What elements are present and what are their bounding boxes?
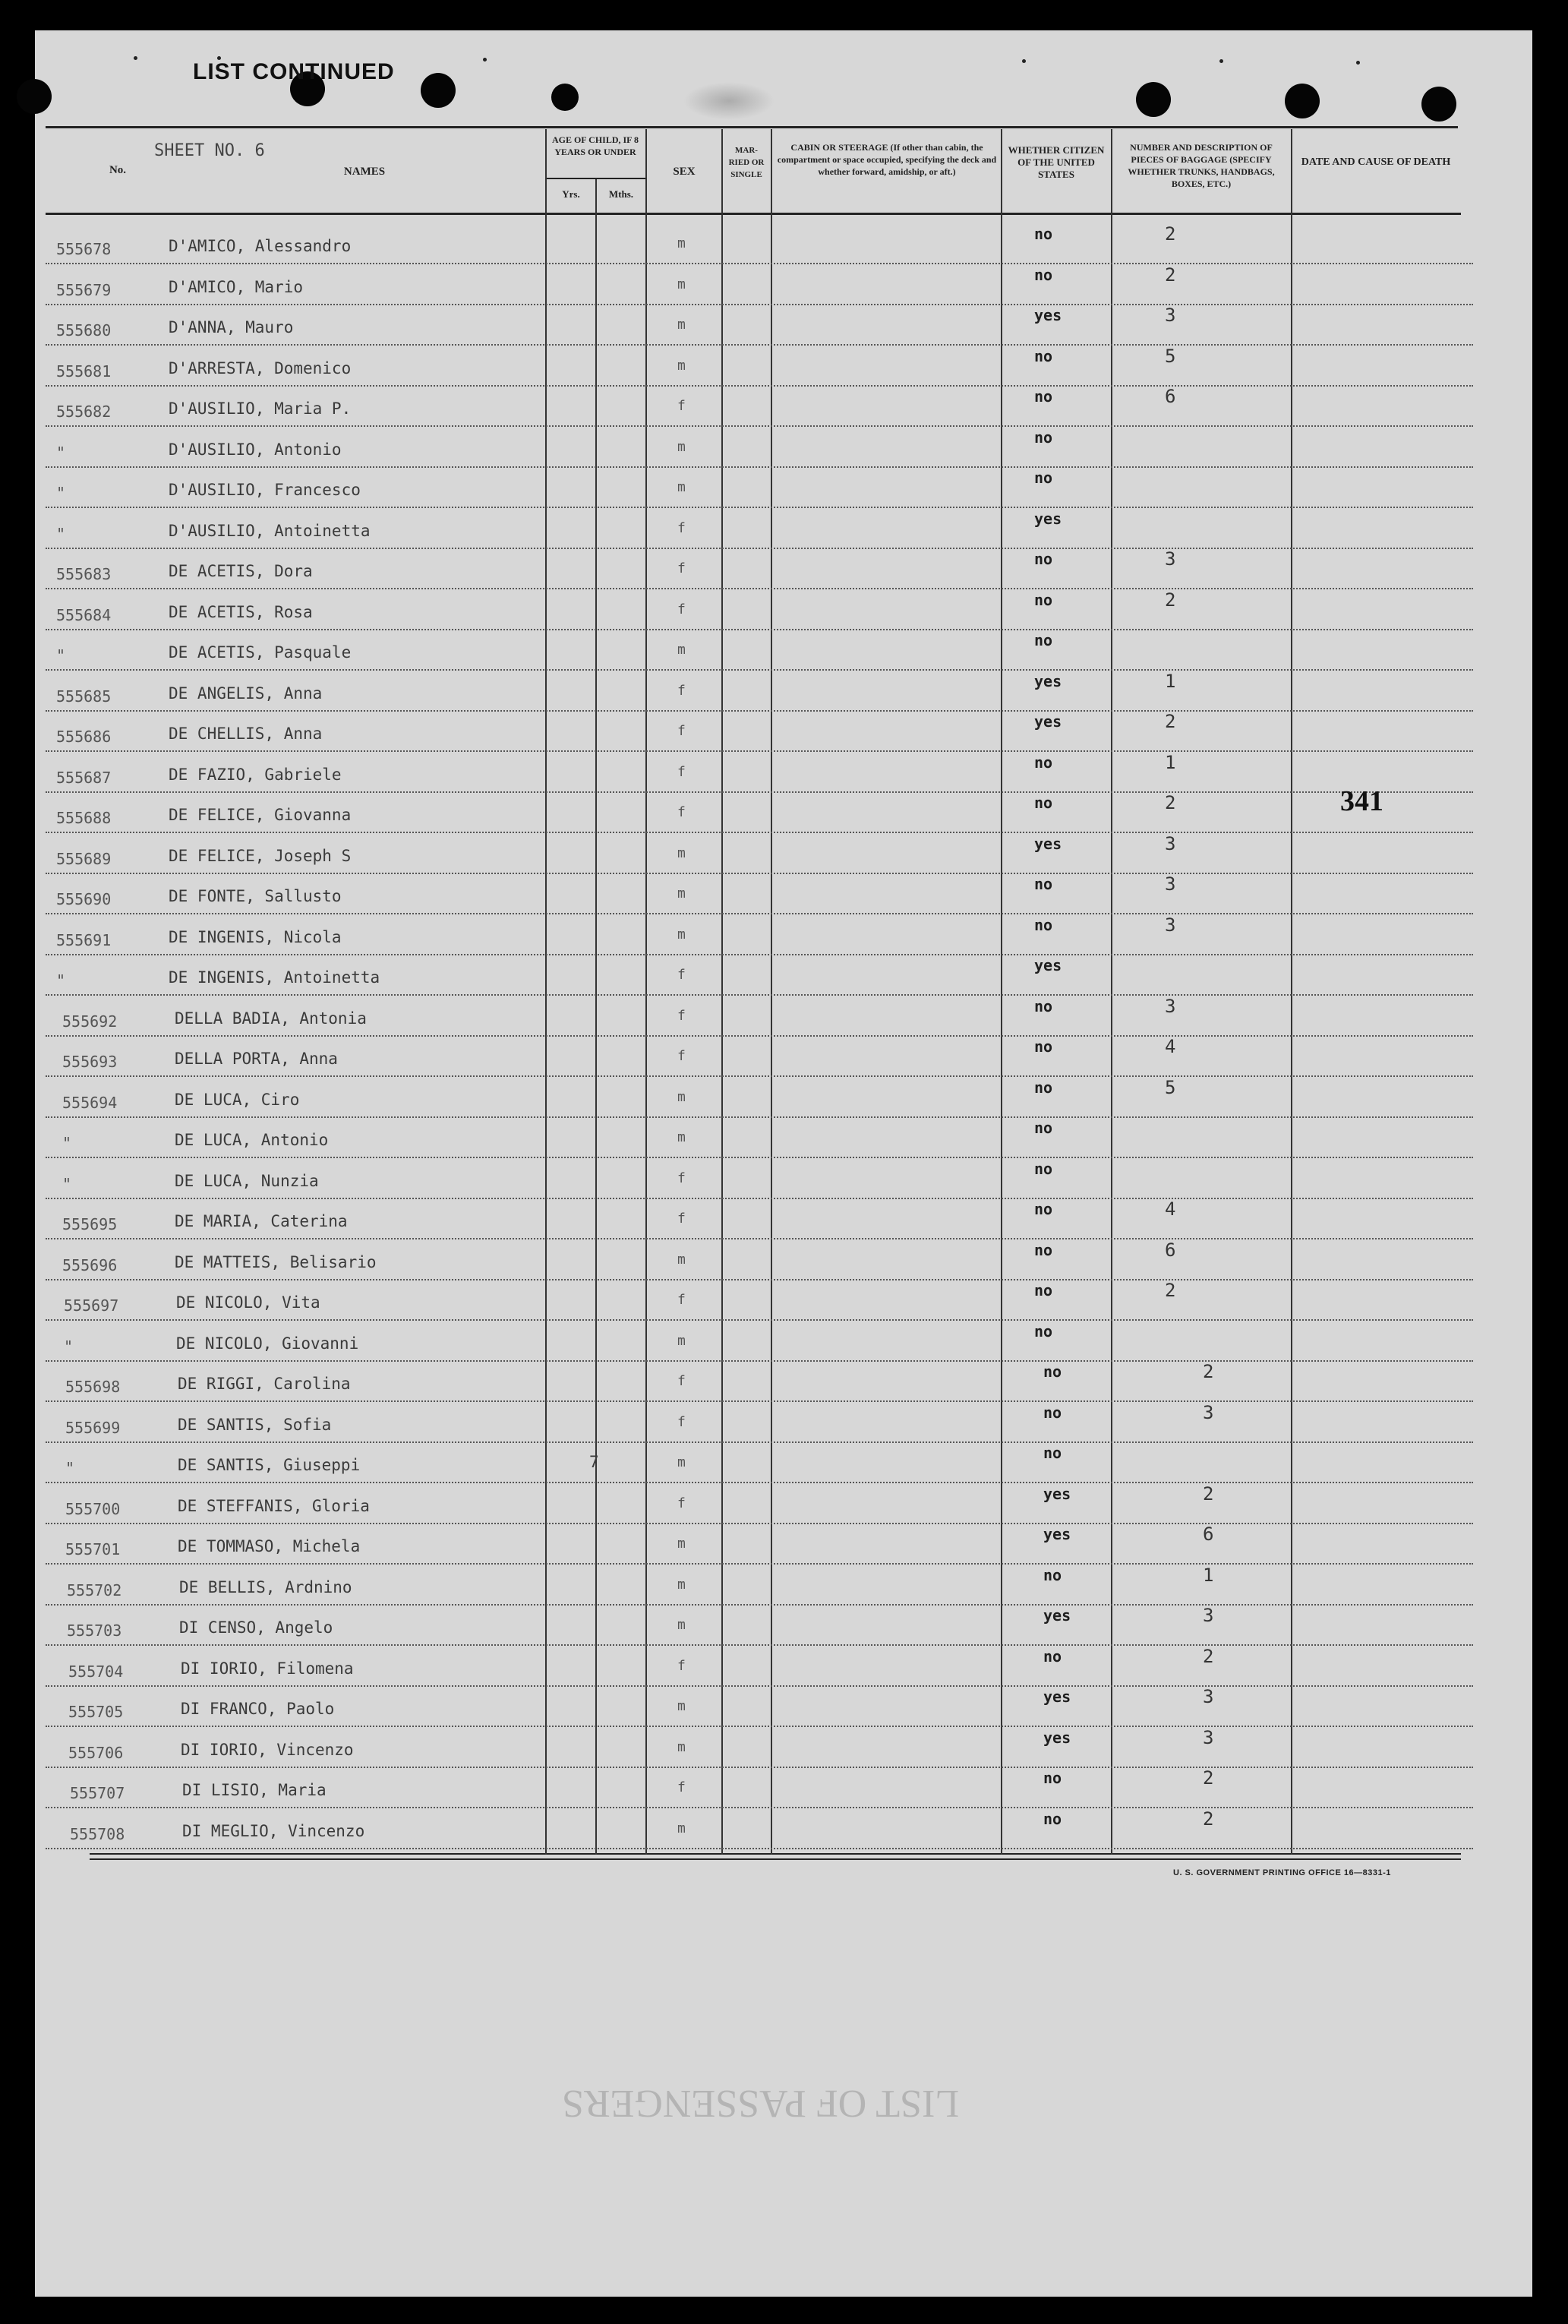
passenger-number: 555679 xyxy=(56,281,112,299)
baggage-count: 4 xyxy=(1165,1036,1176,1057)
passenger-sex: f xyxy=(677,520,686,536)
row-rule xyxy=(46,1238,1473,1239)
passenger-number: 555686 xyxy=(56,728,112,746)
citizen-flag: yes xyxy=(1043,1606,1071,1625)
passenger-sex: f xyxy=(677,967,686,983)
row-rule xyxy=(46,1319,1473,1321)
passenger-number: 555707 xyxy=(70,1784,125,1802)
col-header-yrs: Yrs. xyxy=(562,188,580,200)
passenger-number: " xyxy=(56,525,66,543)
citizen-flag: no xyxy=(1034,1241,1053,1259)
row-rule xyxy=(46,832,1473,833)
baggage-count: 3 xyxy=(1165,914,1176,936)
baggage-count: 3 xyxy=(1203,1727,1214,1748)
passenger-number: 555680 xyxy=(56,321,112,339)
citizen-flag: no xyxy=(1034,1200,1053,1218)
citizen-flag: no xyxy=(1034,1078,1053,1097)
row-rule xyxy=(46,588,1473,589)
passenger-name: DI IORIO, Filomena xyxy=(181,1659,354,1678)
passenger-name: DE MARIA, Caterina xyxy=(175,1212,348,1230)
passenger-number: " xyxy=(62,1134,72,1152)
passenger-sex: m xyxy=(677,439,686,455)
baggage-count: 2 xyxy=(1165,792,1176,813)
row-rule xyxy=(46,750,1473,752)
passenger-sex: m xyxy=(677,1698,686,1714)
citizen-flag: no xyxy=(1034,266,1053,284)
passenger-sex: m xyxy=(677,1089,686,1105)
baggage-count: 2 xyxy=(1203,1646,1214,1667)
passenger-sex: f xyxy=(677,764,686,780)
col-rule xyxy=(1291,129,1292,1855)
passenger-number: " xyxy=(64,1337,74,1356)
citizen-flag: no xyxy=(1034,1281,1053,1299)
col-header-married: MAR- RIED OR SINGLE xyxy=(728,146,765,179)
citizen-flag: no xyxy=(1034,794,1053,812)
passenger-name: DE SANTIS, Giuseppi xyxy=(178,1456,361,1474)
row-rule xyxy=(46,1441,1473,1443)
citizen-flag: no xyxy=(1034,1119,1053,1137)
row-rule xyxy=(46,913,1473,914)
passenger-number: 555708 xyxy=(70,1825,125,1843)
citizen-flag: no xyxy=(1034,1322,1053,1340)
passenger-name: DE FELICE, Giovanna xyxy=(169,806,352,824)
passenger-name: DI CENSO, Angelo xyxy=(179,1618,333,1637)
baggage-count: 5 xyxy=(1165,1077,1176,1098)
passenger-name: DE ACETIS, Rosa xyxy=(169,603,313,621)
passenger-sex: m xyxy=(677,845,686,861)
row-rule xyxy=(46,263,1473,264)
row-rule xyxy=(46,1400,1473,1402)
header-bottom-rule xyxy=(46,213,1461,215)
baggage-count: 1 xyxy=(1165,671,1176,692)
passenger-number: 555698 xyxy=(65,1378,121,1396)
passenger-name: D'AMICO, Alessandro xyxy=(169,237,352,255)
citizen-flag: no xyxy=(1043,1363,1062,1381)
col-header-no: No. xyxy=(109,164,127,176)
passenger-sex: f xyxy=(677,1373,686,1389)
passenger-number: 555701 xyxy=(65,1540,121,1558)
row-rule xyxy=(46,466,1473,468)
baggage-count: 2 xyxy=(1165,711,1176,732)
passenger-sex: f xyxy=(677,1170,686,1186)
citizen-flag: yes xyxy=(1034,956,1062,974)
passenger-name: D'AUSILIO, Antonio xyxy=(169,440,342,459)
passenger-number: 555693 xyxy=(62,1053,118,1071)
citizen-flag: no xyxy=(1043,1769,1062,1787)
col-header-mths: Mths. xyxy=(608,188,634,200)
passenger-name: DE ANGELIS, Anna xyxy=(169,684,323,703)
perforation-dot xyxy=(134,56,137,60)
citizen-flag: no xyxy=(1043,1647,1062,1666)
row-rule xyxy=(46,994,1473,996)
passenger-number: 555683 xyxy=(56,565,112,583)
perforation-dot xyxy=(1219,59,1223,63)
baggage-count: 3 xyxy=(1165,873,1176,895)
baggage-count: 2 xyxy=(1165,223,1176,245)
passenger-sex: f xyxy=(677,602,686,617)
passenger-name: DE FAZIO, Gabriele xyxy=(169,766,342,784)
perforation-dot xyxy=(483,58,487,62)
citizen-flag: no xyxy=(1043,1444,1062,1462)
baggage-count: 3 xyxy=(1165,833,1176,854)
passenger-number: " xyxy=(62,1175,72,1193)
citizen-flag: no xyxy=(1034,550,1053,568)
passenger-name: DE INGENIS, Antoinetta xyxy=(169,968,380,987)
baggage-count: 2 xyxy=(1165,264,1176,286)
citizen-flag: yes xyxy=(1043,1485,1071,1503)
citizen-flag: no xyxy=(1034,875,1053,893)
col-header-citizen: WHETHER CITIZEN OF THE UNITED STATES xyxy=(1008,144,1105,180)
passenger-name: DE NICOLO, Vita xyxy=(176,1293,320,1312)
row-rule xyxy=(46,669,1473,671)
col-header-sex: SEX xyxy=(673,166,696,178)
punch-hole xyxy=(17,79,52,114)
passenger-sex: f xyxy=(677,560,686,576)
passenger-sex: f xyxy=(677,398,686,414)
punch-hole xyxy=(1136,82,1171,117)
printing-office-imprint: U. S. GOVERNMENT PRINTING OFFICE 16—8331-1 xyxy=(1173,1868,1391,1877)
citizen-flag: no xyxy=(1034,347,1053,365)
passenger-number: 555696 xyxy=(62,1256,118,1274)
baggage-count: 1 xyxy=(1203,1565,1214,1586)
passenger-name: DE LUCA, Antonio xyxy=(175,1131,329,1149)
row-rule xyxy=(46,1563,1473,1565)
passenger-number: 555703 xyxy=(67,1621,122,1640)
citizen-flag: yes xyxy=(1043,1729,1071,1747)
passenger-sex: f xyxy=(677,1211,686,1227)
passenger-number: 555694 xyxy=(62,1094,118,1112)
passenger-sex: f xyxy=(677,1779,686,1795)
passenger-name: D'AUSILIO, Francesco xyxy=(169,481,361,499)
passenger-sex: m xyxy=(677,642,686,658)
passenger-sex: f xyxy=(677,1048,686,1064)
citizen-flag: yes xyxy=(1034,835,1062,853)
row-rule xyxy=(46,1726,1473,1727)
passenger-name: DE ACETIS, Dora xyxy=(169,562,313,580)
passenger-number: " xyxy=(65,1459,75,1477)
bleed-through-text: LIST OF PASSENGERS xyxy=(562,2082,960,2125)
passenger-name: DE LUCA, Nunzia xyxy=(175,1172,319,1190)
citizen-flag: no xyxy=(1043,1810,1062,1828)
row-rule xyxy=(46,1035,1473,1037)
passenger-number: 555697 xyxy=(64,1296,119,1315)
row-rule xyxy=(46,873,1473,874)
passenger-sex: m xyxy=(677,1129,686,1145)
passenger-name: DI LISIO, Maria xyxy=(182,1781,327,1799)
citizen-flag: no xyxy=(1034,997,1053,1015)
row-rule xyxy=(46,344,1473,346)
passenger-name: D'AMICO, Mario xyxy=(169,278,304,296)
passenger-sex: f xyxy=(677,1658,686,1674)
passenger-name: D'AUSILIO, Maria P. xyxy=(169,399,352,418)
passenger-name: DELLA PORTA, Anna xyxy=(175,1050,338,1068)
baggage-count: 2 xyxy=(1165,589,1176,611)
row-rule xyxy=(46,304,1473,305)
passenger-number: " xyxy=(56,484,66,502)
baggage-count: 6 xyxy=(1165,386,1176,407)
row-rule xyxy=(46,629,1473,630)
citizen-flag: yes xyxy=(1034,672,1062,690)
passenger-sex: f xyxy=(677,804,686,820)
baggage-count: 3 xyxy=(1203,1402,1214,1423)
col-rule xyxy=(1111,129,1112,1855)
row-rule xyxy=(46,1198,1473,1199)
passenger-name: DE SANTIS, Sofia xyxy=(178,1416,332,1434)
passenger-name: DE MATTEIS, Belisario xyxy=(175,1253,377,1271)
passenger-sex: m xyxy=(677,317,686,333)
passenger-number: 555678 xyxy=(56,240,112,258)
passenger-sex: f xyxy=(677,723,686,739)
passenger-sex: m xyxy=(677,886,686,901)
passenger-name: DE FELICE, Joseph S xyxy=(169,847,352,865)
row-rule xyxy=(46,1279,1473,1280)
col-rule xyxy=(545,129,547,1855)
passenger-sex: m xyxy=(677,358,686,374)
citizen-flag: no xyxy=(1034,469,1053,487)
baggage-count: 3 xyxy=(1165,305,1176,326)
passenger-number: " xyxy=(56,444,66,462)
passenger-name: DE ACETIS, Pasquale xyxy=(169,643,352,662)
row-rule xyxy=(46,710,1473,712)
row-rule xyxy=(46,1360,1473,1362)
col-header-age: AGE OF CHILD, IF 8 YEARS OR UNDER xyxy=(551,134,639,157)
row-rule xyxy=(46,1075,1473,1077)
citizen-flag: no xyxy=(1034,1160,1053,1178)
passenger-sex: m xyxy=(677,235,686,251)
passenger-number: " xyxy=(56,646,66,665)
row-rule xyxy=(46,1604,1473,1606)
row-rule xyxy=(46,1116,1473,1118)
baggage-count: 3 xyxy=(1203,1686,1214,1707)
passenger-number: 555705 xyxy=(68,1703,124,1721)
passenger-sex: f xyxy=(677,1292,686,1308)
table-bottom-rule-2 xyxy=(90,1858,1461,1860)
citizen-flag: no xyxy=(1034,631,1053,649)
baggage-count: 3 xyxy=(1165,548,1176,570)
passenger-sex: m xyxy=(677,479,686,495)
passenger-name: DE RIGGI, Carolina xyxy=(178,1375,351,1393)
passenger-name: DI MEGLIO, Vincenzo xyxy=(182,1822,365,1840)
row-rule xyxy=(46,1848,1473,1849)
citizen-flag: no xyxy=(1034,591,1053,609)
baggage-count: 2 xyxy=(1203,1767,1214,1789)
passenger-sex: m xyxy=(677,927,686,943)
baggage-count: 6 xyxy=(1203,1524,1214,1545)
row-rule xyxy=(46,1157,1473,1158)
passenger-number: 555706 xyxy=(68,1744,124,1762)
passenger-name: DE CHELLIS, Anna xyxy=(169,725,323,743)
passenger-sex: m xyxy=(677,1739,686,1755)
baggage-count: 2 xyxy=(1203,1361,1214,1382)
col-header-baggage: NUMBER AND DESCRIPTION OF PIECES OF BAGGAGE (SPECIFY WHETHER TRUNKS, HANDBAGS, BOXES, ETC.) xyxy=(1128,142,1275,189)
punch-hole xyxy=(551,84,579,111)
citizen-flag: no xyxy=(1043,1566,1062,1584)
col-header-names: NAMES xyxy=(343,166,386,178)
col-header-cabin: CABIN OR STEERAGE (If other than cabin, the compartment or space occupied, specifying the deck and whether forward, amidship, or aft.) xyxy=(777,142,997,177)
passenger-name: DE INGENIS, Nicola xyxy=(169,928,342,946)
punch-hole xyxy=(1421,87,1456,122)
passenger-sex: m xyxy=(677,1820,686,1836)
baggage-count: 5 xyxy=(1165,346,1176,367)
punch-hole xyxy=(1285,84,1320,118)
baggage-count: 2 xyxy=(1203,1808,1214,1830)
passenger-name: D'ANNA, Mauro xyxy=(169,318,294,336)
passenger-number: 555692 xyxy=(62,1012,118,1031)
baggage-count: 2 xyxy=(1165,1280,1176,1301)
baggage-count: 1 xyxy=(1165,752,1176,773)
col-rule xyxy=(645,129,647,1855)
passenger-name: DI FRANCO, Paolo xyxy=(181,1700,335,1718)
punch-hole xyxy=(421,73,456,108)
passenger-number: 555689 xyxy=(56,850,112,868)
col-header-death: DATE AND CAUSE OF DEATH xyxy=(1301,156,1451,168)
row-rule xyxy=(46,1482,1473,1483)
passenger-name: DE LUCA, Ciro xyxy=(175,1091,300,1109)
passenger-sex: f xyxy=(677,1008,686,1024)
citizen-flag: no xyxy=(1034,428,1053,447)
sheet-number: SHEET NO. 6 xyxy=(154,141,265,160)
row-rule xyxy=(46,385,1473,387)
passenger-sex: m xyxy=(677,1454,686,1470)
stamp-number: 341 xyxy=(1340,785,1383,817)
passenger-name: DE TOMMASO, Michela xyxy=(178,1537,361,1555)
passenger-number: 555687 xyxy=(56,769,112,787)
passenger-number: 555700 xyxy=(65,1500,121,1518)
ink-smudge xyxy=(683,82,775,120)
passenger-number: 555682 xyxy=(56,403,112,421)
passenger-number: 555704 xyxy=(68,1662,124,1681)
perforation-dot xyxy=(1022,59,1026,63)
passenger-sex: m xyxy=(677,276,686,292)
row-rule xyxy=(46,1644,1473,1646)
row-rule xyxy=(46,1767,1473,1768)
row-rule xyxy=(46,1807,1473,1808)
passenger-sex: m xyxy=(677,1617,686,1633)
passenger-number: 555681 xyxy=(56,362,112,380)
row-rule xyxy=(46,954,1473,955)
row-rule xyxy=(46,548,1473,549)
citizen-flag: yes xyxy=(1034,712,1062,731)
row-rule xyxy=(46,425,1473,427)
passenger-sex: f xyxy=(677,1495,686,1511)
perforation-dot xyxy=(1356,61,1360,65)
citizen-flag: yes xyxy=(1034,510,1062,528)
passenger-sex: m xyxy=(677,1333,686,1349)
baggage-count: 4 xyxy=(1165,1198,1176,1220)
passenger-sex: m xyxy=(677,1252,686,1268)
passenger-number: " xyxy=(56,971,66,990)
passenger-number: 555688 xyxy=(56,809,112,827)
passenger-number: 555685 xyxy=(56,687,112,706)
baggage-count: 3 xyxy=(1203,1605,1214,1626)
row-rule xyxy=(46,1685,1473,1687)
citizen-flag: yes xyxy=(1034,306,1062,324)
passenger-sex: m xyxy=(677,1536,686,1552)
passenger-name: DE FONTE, Sallusto xyxy=(169,887,342,905)
citizen-flag: yes xyxy=(1043,1688,1071,1706)
row-rule xyxy=(46,507,1473,508)
passenger-sex: f xyxy=(677,1414,686,1430)
header-top-rule xyxy=(46,126,1458,128)
col-rule xyxy=(1001,129,1002,1855)
row-rule xyxy=(46,791,1473,793)
passenger-number: 555684 xyxy=(56,606,112,624)
baggage-count: 6 xyxy=(1165,1239,1176,1261)
passenger-number: 555695 xyxy=(62,1215,118,1233)
child-age-years: 7 xyxy=(589,1453,599,1471)
passenger-name: DE BELLIS, Ardnino xyxy=(179,1578,352,1596)
citizen-flag: no xyxy=(1034,225,1053,243)
passenger-number: 555690 xyxy=(56,890,112,908)
passenger-number: 555702 xyxy=(67,1581,122,1599)
page-title: LIST CONTINUED xyxy=(193,59,395,84)
passenger-number: 555699 xyxy=(65,1419,121,1437)
col-rule xyxy=(721,129,723,1855)
baggage-count: 3 xyxy=(1165,996,1176,1017)
col-rule xyxy=(771,129,772,1855)
passenger-name: D'AUSILIO, Antoinetta xyxy=(169,522,371,540)
passenger-name: DELLA BADIA, Antonia xyxy=(175,1009,367,1028)
citizen-flag: no xyxy=(1043,1404,1062,1422)
table-bottom-rule xyxy=(90,1853,1461,1855)
passenger-name: D'ARRESTA, Domenico xyxy=(169,359,352,377)
citizen-flag: no xyxy=(1034,916,1053,934)
baggage-count: 2 xyxy=(1203,1483,1214,1505)
passenger-number: 555691 xyxy=(56,931,112,949)
passenger-sex: f xyxy=(677,683,686,699)
passenger-name: DE NICOLO, Giovanni xyxy=(176,1334,359,1353)
passenger-name: DE STEFFANIS, Gloria xyxy=(178,1497,370,1515)
citizen-flag: no xyxy=(1034,387,1053,406)
citizen-flag: no xyxy=(1034,753,1053,772)
citizen-flag: no xyxy=(1034,1037,1053,1056)
row-rule xyxy=(46,1523,1473,1524)
passenger-name: DI IORIO, Vincenzo xyxy=(181,1741,354,1759)
passenger-sex: m xyxy=(677,1577,686,1593)
citizen-flag: yes xyxy=(1043,1525,1071,1543)
